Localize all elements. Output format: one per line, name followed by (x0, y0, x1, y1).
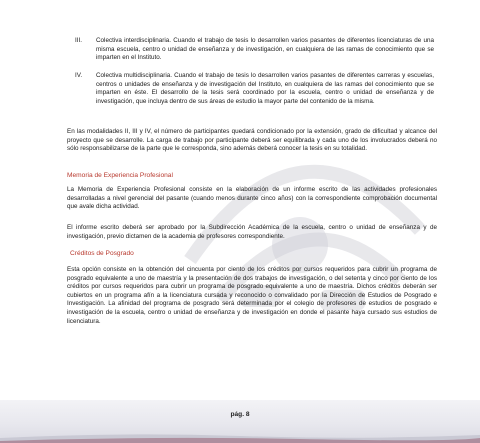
footer-stripe (0, 432, 480, 443)
list-number: III. (75, 37, 82, 44)
paragraph-memoria-2: El informe escrito deberá ser aprobado por la Subdirección Académica de la escuela, centro o unidad de enseñanza y de investigación, previo dictamen de la academia de profesores correspondiente. (67, 224, 437, 240)
paragraph-memoria-1: La Memoria de Experiencia Profesional consiste en la elaboración de un informe escrito de las actividades profesionales desarrolladas a nivel gerencial del pasante (cuando menos durante cinco años) con la correspondiente comprobación documental que avale dicha actividad. (67, 186, 437, 211)
list-text: Colectiva interdisciplinaria. Cuando el trabajo de tesis lo desarrollen varios pasantes de diferentes licenciaturas de una misma escuela, centro o unidad de enseñanza y de investigación, en cualquiera de las ramas de conocimiento que se imparten en el Instituto. (96, 37, 434, 62)
page-number: pág. 8 (230, 411, 250, 418)
heading-creditos: Créditos de Posgrado (70, 250, 134, 257)
list-number: IV. (75, 72, 83, 79)
paragraph-modalidades: En las modalidades II, III y IV, el número de participantes quedará condicionado por la extensión, grado de dificultad y alcance del proyecto que se desarrolle. La carga de trabajo por participante deberá ser equilibrada y cada uno de los involucrados deberá no sólo responsabilizarse de la parte que le corresponda, sino además deberá conocer la tesis en su totalidad. (67, 128, 437, 153)
paragraph-creditos: Esta opción consiste en la obtención del cincuenta por ciento de los créditos por cursos requeridos para cubrir un programa de posgrado equivalente a uno de maestría y la presentación de dos trabajos de investigación, o del setenta y cinco por ciento de los créditos por cursos requeridos para cubrir un programa de posgrado equivalente a uno de maestría. Dichos créditos deberán ser cubiertos en un programa afín a la licenciatura cursada y reconocido o convalidado por la Dirección de Estudios de Posgrado e Investigación. La afinidad del programa de posgrado será determinada por el colegio de profesores de estudios de posgrado e investigación de la escuela, centro o unidad de enseñanza y de investigación en donde el pasante haya cursado sus estudios de licenciatura. (67, 266, 437, 325)
list-text: Colectiva multidisciplinaria. Cuando el trabajo de tesis lo desarrollen varios pasantes de diferentes carreras y escuelas, centros o unidades de enseñanza y de investigación del Instituto, en cualquiera de las ramas del conocimiento que se imparten en éste. El desarrollo de la tesis será coordinado por la escuela, centro o unidad de enseñanza y de investigación, que incluya dentro de sus áreas de estudio la mayor parte del contenido de la misma. (96, 72, 434, 105)
heading-memoria: Memoria de Experiencia Profesional (67, 172, 173, 179)
